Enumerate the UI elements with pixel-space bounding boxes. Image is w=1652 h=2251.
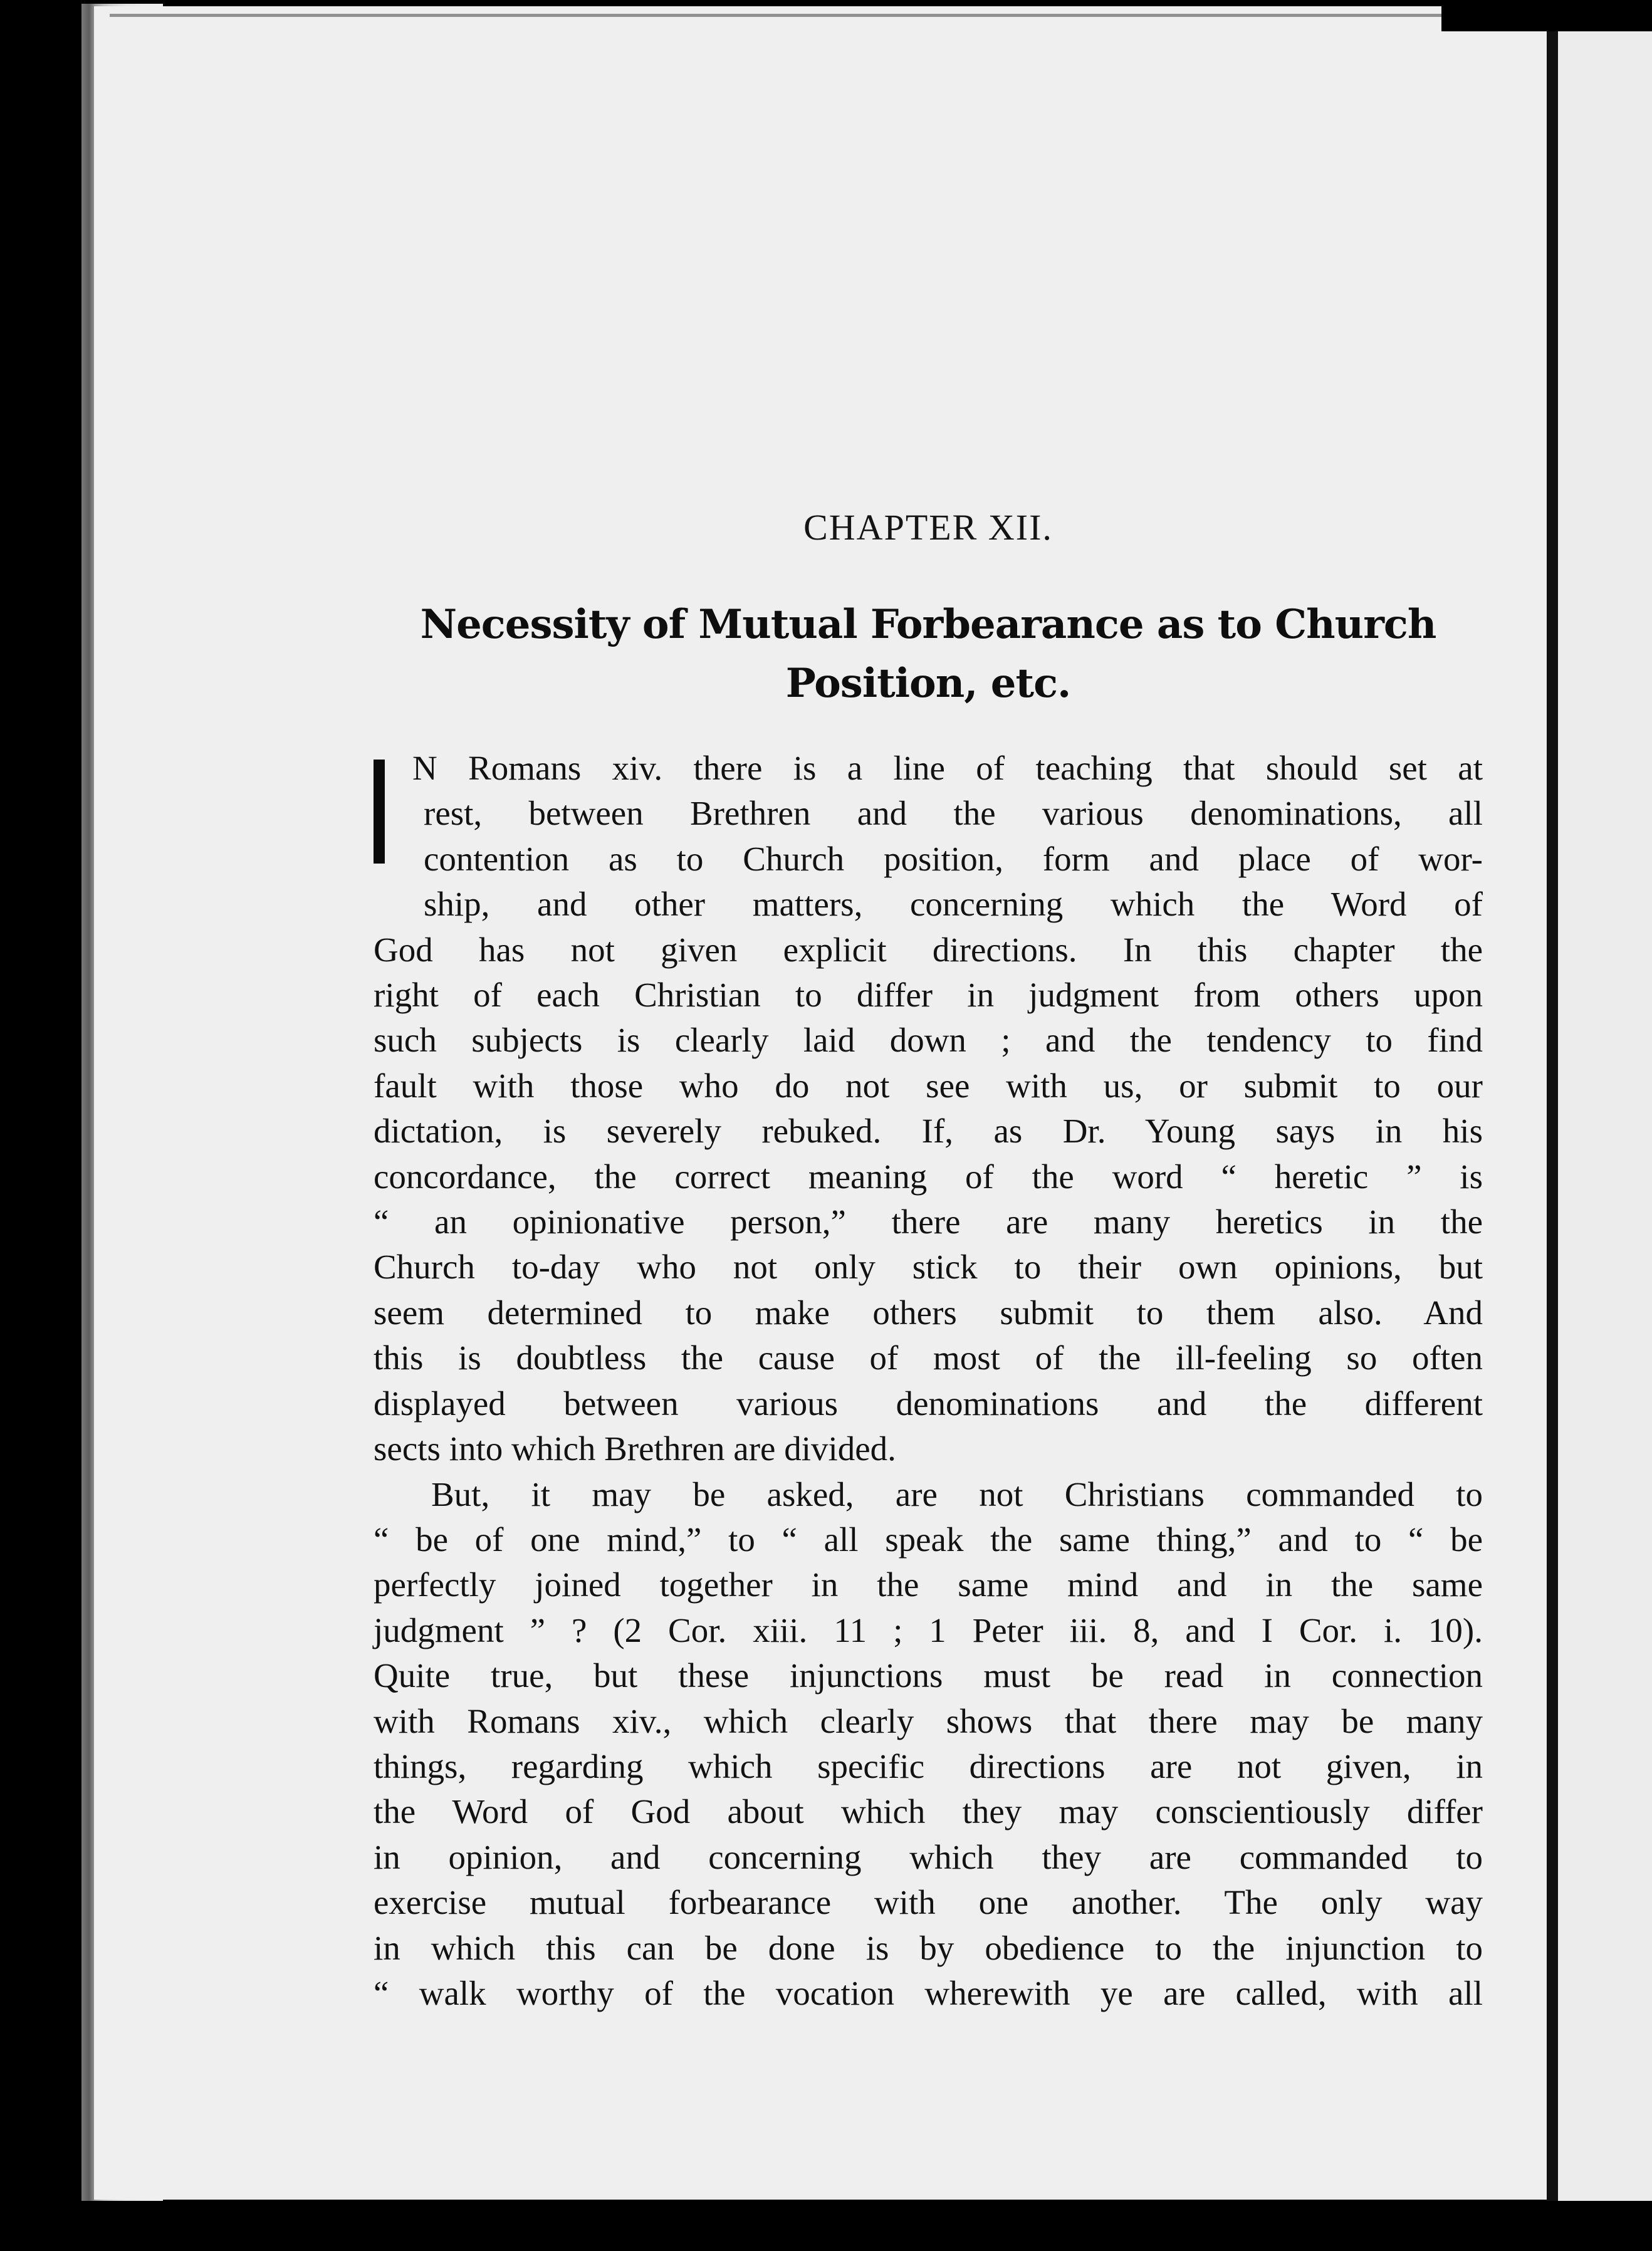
text-line: judgment ” ? (2 Cor. xiii. 11 ; 1 Peter iii. 8, and I Cor. i. 10).	[374, 1611, 1483, 1649]
chapter-title-line-1: Necessity of Mutual Forbearance as to Church	[420, 601, 1436, 648]
text-line: “ walk worthy of the vocation wherewith ye are called, with all	[374, 1973, 1483, 2012]
text-line: such subjects is clearly laid down ; and the tendency to find	[374, 1021, 1483, 1060]
text-line: contention as to Church position, form and place of wor-	[424, 839, 1483, 878]
text-line: this is doubtless the cause of most of the ill-feeling so often	[374, 1339, 1483, 1377]
chapter-title-line-2: Position, etc.	[785, 660, 1071, 707]
text-line: the Word of God about which they may conscientiously differ	[374, 1792, 1483, 1831]
paragraph-1	[374, 746, 1483, 1472]
text-line: Quite true, but these injunctions must be read in connection	[374, 1656, 1483, 1695]
text-line: “ be of one mind,” to “ all speak the same thing,” and to “ be	[374, 1520, 1483, 1559]
text-line: dictation, is severely rebuked. If, as Dr. Young says in his	[374, 1112, 1483, 1151]
text-line: displayed between various denominations and the different	[374, 1384, 1483, 1423]
paragraph-2	[374, 1472, 1483, 2017]
adjacent-page	[1558, 31, 1652, 2237]
text-line: in opinion, and concerning which they are commanded to	[374, 1837, 1483, 1876]
text-line: concordance, the correct meaning of the word “ heretic ” is	[374, 1157, 1483, 1196]
scan-border-top	[94, 0, 1652, 6]
text-line: Church to-day who not only stick to their own opinions, but	[374, 1248, 1483, 1287]
scan-border-bottom	[0, 2201, 1652, 2251]
text-line: right of each Christian to differ in judgment from others upon	[374, 976, 1483, 1015]
text-line: exercise mutual forbearance with one another. The only way	[374, 1883, 1483, 1922]
body-text	[374, 746, 1483, 2016]
book-gutter	[1547, 31, 1558, 2237]
text-line: “ an opinionative person,” there are many heretics in the	[374, 1203, 1483, 1241]
text-line: God has not given explicit directions. In this chapter the	[374, 930, 1483, 969]
text-line: sects into which Brethren are divided.	[374, 1429, 896, 1468]
text-line: in which this can be done is by obedience to the injunction to	[374, 1928, 1483, 1967]
scan-border-top-right	[1441, 0, 1652, 31]
chapter-number: CHAPTER XII.	[803, 507, 1053, 548]
text-line: things, regarding which specific directions are not given, in	[374, 1747, 1483, 1785]
text-line: ship, and other matters, concerning which the Word of	[424, 885, 1483, 924]
text-line: seem determined to make others submit to them also. And	[374, 1293, 1483, 1332]
page-top-edge	[110, 14, 1551, 17]
text-line: rest, between Brethren and the various denominations, all	[424, 794, 1483, 833]
text-line: N Romans xiv. there is a line of teaching that should set at	[412, 749, 1483, 787]
text-line: But, it may be asked, are not Christians commanded to	[431, 1475, 1483, 1513]
text-line: fault with those who do not see with us, or submit to our	[374, 1066, 1483, 1105]
text-line: with Romans xiv., which clearly shows that there may be many	[374, 1701, 1483, 1740]
chapter-title	[374, 595, 1483, 713]
text-line: perfectly joined together in the same mind and in the same	[374, 1565, 1483, 1604]
